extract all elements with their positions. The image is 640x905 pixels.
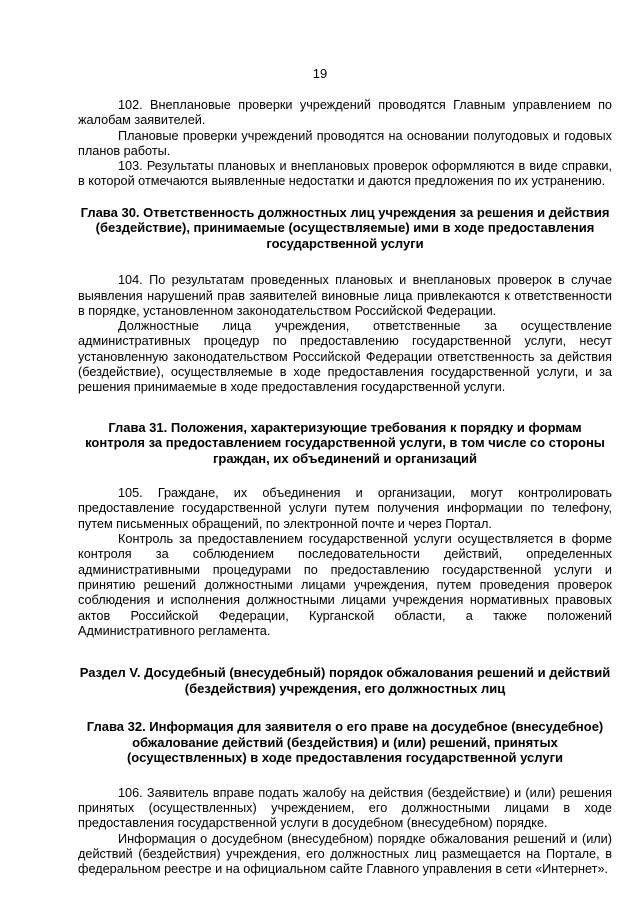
paragraph-officials-responsibility: Должностные лица учреждения, ответственные за осуществление административных процедур по предоставлению государственной услуги, несут установленную законодательством Российской Федерации ответственность за действия (бездействие), осуществляемые в ходе предоставления государственной услуги, и за решения принимаемые в ходе предоставления государственной услуги. [78, 319, 612, 395]
paragraph-105: 105. Граждане, их объединения и организации, могут контролировать предоставление государственной услуги путем получения информации по телефону, путем письменных обращений, по электронной почте и через Портал. [78, 486, 612, 531]
section-5-heading: Раздел V. Досудебный (внесудебный) порядок обжалования решений и действий (бездействия) учреждения, его должностных лиц [79, 665, 611, 696]
paragraph-104: 104. По результатам проведенных плановых и внеплановых проверок в случае выявления нарушений прав заявителей виновные лица привлекаются к ответственности в порядке, установленном законодательством Российской Федерации. [78, 273, 612, 318]
paragraph-106: 106. Заявитель вправе подать жалобу на действия (бездействие) и (или) решения принятых (осуществленных) учреждением, его должностными лицами в ходе предоставления государственной услуги в досудебном (внесудебном) порядке. [78, 785, 612, 831]
chapter-31-heading: Глава 31. Положения, характеризующие требования к порядку и формам контроля за предоставлением государственной услуги, в том числе со стороны граждан, их объединений и организаций [85, 419, 605, 466]
page-body [78, 98, 612, 877]
paragraph-103: 103. Результаты плановых и внеплановых проверок оформляются в виде справки, в которой отмечаются выявленные недостатки и даются предложения по их устранению. [78, 159, 612, 189]
paragraph-planned-checks: Плановые проверки учреждений проводятся на основании полугодовых и годовых планов работы. [78, 128, 612, 158]
page-number: 19 [312, 66, 328, 81]
paragraph-control-form: Контроль за предоставлением государственной услуги осуществляется в форме контроля за соблюдением последовательности действий, определенных административными процедурами по предоставлению государственной услуги и принятию решений должностными лицами учреждения, путем проведения проверок соблюдения и исполнения должностными лицами учреждения нормативных правовых актов Российской Федерации, Курганской области, а также положений Административного регламента. [78, 532, 612, 638]
paragraph-appeal-info: Информация о досудебном (внесудебном) порядке обжалования решений и (или) действий (бездействия) учреждения, его должностных лиц размещается на Портале, в федеральном реестре и на официальном сайте Главного управления в сети «Интернет». [78, 831, 612, 877]
chapter-30-heading: Глава 30. Ответственность должностных лиц учреждения за решения и действия (бездействие), принимаемые (осуществляемые) ими в ходе предоставления государственной услуги [80, 204, 610, 251]
chapter-32-heading: Глава 32. Информация для заявителя о его праве на досудебное (внесудебное) обжалование действий (бездействия) и (или) решений, принятых (осуществленных) в ходе предоставления государственной услуги [86, 719, 604, 766]
paragraph-102: 102. Внеплановые проверки учреждений проводятся Главным управлением по жалобам заявителей. [78, 98, 612, 128]
